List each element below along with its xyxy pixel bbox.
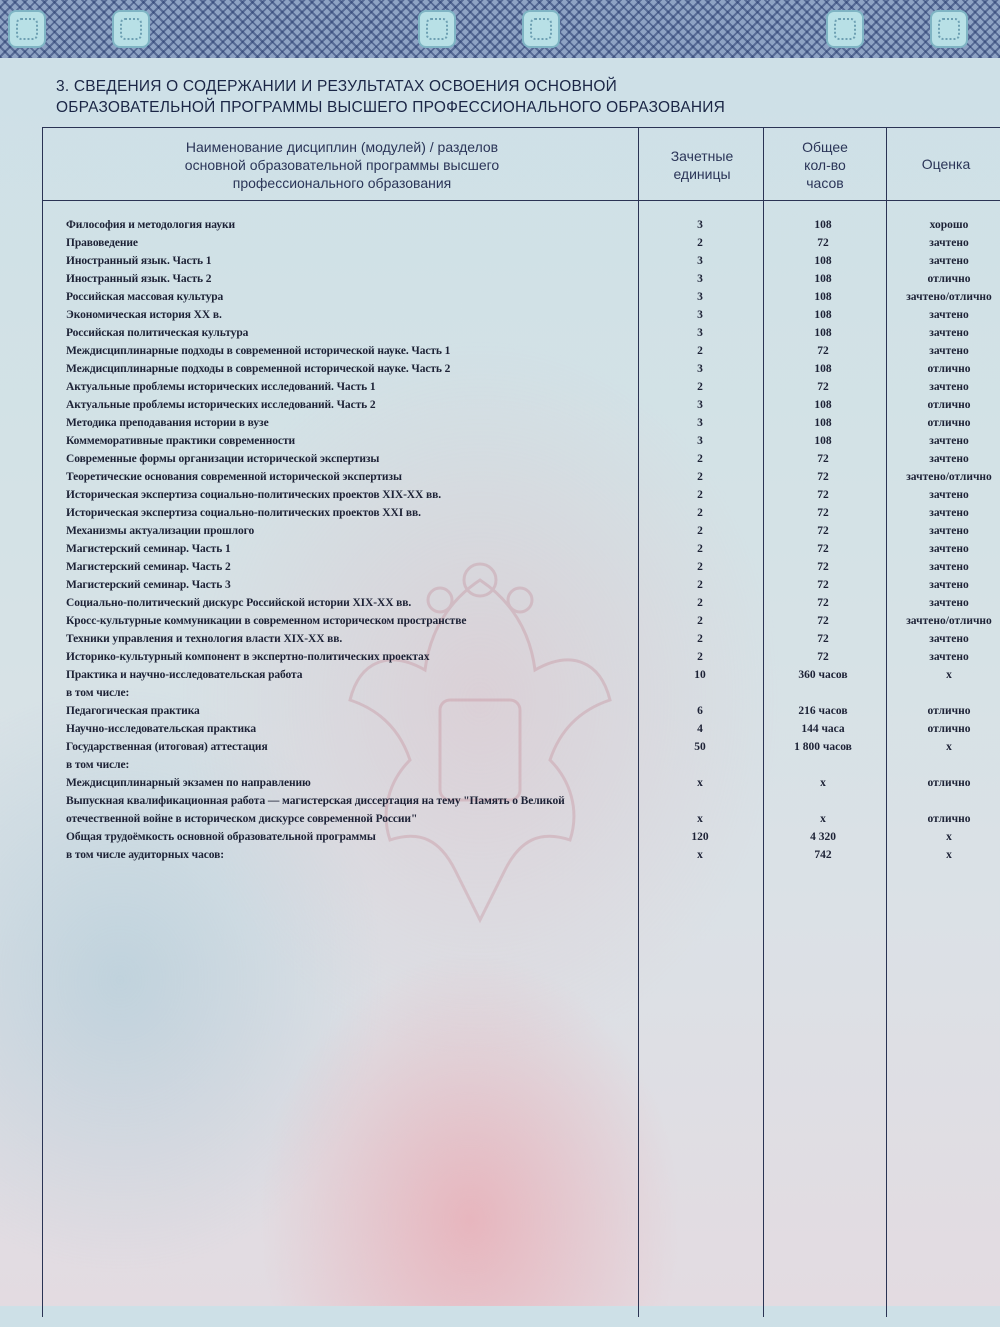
row-hours: 72: [817, 381, 829, 393]
row-hours: 72: [817, 615, 829, 627]
row-credits: 3: [697, 291, 703, 303]
row-hours: 72: [817, 489, 829, 501]
table-row: [0, 756, 1000, 774]
row-hours: 4 320: [810, 831, 836, 843]
row-hours: 1 800 часов: [794, 741, 852, 753]
row-grade: зачтено/отлично: [906, 615, 992, 627]
table-row: [0, 288, 1000, 306]
row-grade: х: [946, 849, 952, 861]
row-credits: 2: [697, 507, 703, 519]
row-name: в том числе аудиторных часов:: [66, 849, 224, 861]
table-row: [0, 414, 1000, 432]
row-name: Междисциплинарный экзамен по направлению: [66, 777, 311, 789]
hologram-seal-icon: [826, 10, 864, 48]
hologram-seal-icon: [522, 10, 560, 48]
table-row-total: [0, 846, 1000, 864]
table-row: [0, 432, 1000, 450]
row-credits: 2: [697, 489, 703, 501]
row-grade: отлично: [927, 399, 971, 411]
row-grade: зачтено: [929, 345, 969, 357]
row-grade: зачтено: [929, 453, 969, 465]
decorative-top-band: [0, 0, 1000, 58]
row-credits: 2: [697, 597, 703, 609]
column-header-credits-line: Зачетные: [670, 148, 734, 164]
row-credits: 2: [697, 525, 703, 537]
row-hours: 108: [814, 435, 832, 447]
row-hours: х: [820, 777, 826, 789]
row-hours: 108: [814, 417, 832, 429]
table-row: [0, 720, 1000, 738]
row-credits: 3: [697, 327, 703, 339]
row-name: Историко-культурный компонент в экспертно-политических проектах: [66, 651, 430, 663]
row-hours: 108: [814, 273, 832, 285]
row-name: Педагогическая практика: [66, 705, 200, 717]
table-row: [0, 612, 1000, 630]
row-grade: зачтено: [929, 597, 969, 609]
row-grade: зачтено: [929, 327, 969, 339]
table-row: [0, 594, 1000, 612]
row-credits: 3: [697, 255, 703, 267]
row-grade: зачтено: [929, 507, 969, 519]
heading-line-2: ОБРАЗОВАТЕЛЬНОЙ ПРОГРАММЫ ВЫСШЕГО ПРОФЕССИОНАЛЬНОГО ОБРАЗОВАНИЯ: [56, 99, 725, 116]
row-hours: 72: [817, 453, 829, 465]
row-grade: отлично: [927, 813, 971, 825]
row-grade: отлично: [927, 417, 971, 429]
row-name: Актуальные проблемы исторических исследований. Часть 1: [66, 381, 376, 393]
row-grade: зачтено: [929, 651, 969, 663]
row-hours: 72: [817, 561, 829, 573]
row-name: Теоретические основания современной исторической экспертизы: [66, 471, 402, 483]
row-grade: х: [946, 741, 952, 753]
row-grade: зачтено: [929, 381, 969, 393]
row-hours: 360 часов: [798, 669, 848, 681]
table-row: [0, 342, 1000, 360]
table-row: [0, 702, 1000, 720]
table-top-border: [42, 127, 1000, 128]
row-hours: 72: [817, 237, 829, 249]
table-row: [0, 540, 1000, 558]
table-row-thesis: [0, 792, 1000, 828]
column-header-credits: [640, 147, 764, 183]
row-hours: 72: [817, 597, 829, 609]
row-grade: зачтено: [929, 435, 969, 447]
row-grade: зачтено: [929, 579, 969, 591]
row-credits: 10: [694, 669, 706, 681]
table-row: [0, 576, 1000, 594]
row-hours: 72: [817, 633, 829, 645]
row-grade: зачтено: [929, 255, 969, 267]
row-name: Междисциплинарные подходы в современной исторической науке. Часть 2: [66, 363, 451, 375]
thesis-title-line: Выпускная квалификационная работа — магистерская диссертация на тему "Память о Великой: [66, 795, 565, 807]
row-name: Историческая экспертиза социально-политических проектов XIX-XX вв.: [66, 489, 441, 501]
table-row: [0, 774, 1000, 792]
row-grade: зачтено: [929, 489, 969, 501]
row-name: Социально-политический дискурс Российской истории XIX-XX вв.: [66, 597, 412, 609]
thesis-title-line: отечественной войне в историческом дискурсе современной России": [66, 813, 418, 825]
row-grade: зачтено: [929, 525, 969, 537]
table-row: [0, 486, 1000, 504]
row-grade: зачтено/отлично: [906, 471, 992, 483]
row-hours: 108: [814, 255, 832, 267]
row-credits: 2: [697, 381, 703, 393]
row-grade: зачтено: [929, 543, 969, 555]
column-header-hours-line: часов: [806, 175, 844, 191]
row-grade: зачтено: [929, 237, 969, 249]
row-grade: отлично: [927, 777, 971, 789]
column-header-name-line: профессионального образования: [232, 175, 452, 191]
table-row: [0, 324, 1000, 342]
row-name: Механизмы актуализации прошлого: [66, 525, 255, 537]
table-row: [0, 558, 1000, 576]
row-credits: 2: [697, 543, 703, 555]
row-name: Правоведение: [66, 237, 138, 249]
row-hours: 144 часа: [801, 723, 845, 735]
row-name: Магистерский семинар. Часть 3: [66, 579, 231, 591]
row-name: в том числе:: [66, 759, 130, 771]
row-credits: 6: [697, 705, 703, 717]
row-hours: 72: [817, 525, 829, 537]
table-row: [0, 234, 1000, 252]
row-name: Современные формы организации исторической экспертизы: [66, 453, 380, 465]
row-grade: зачтено: [929, 561, 969, 573]
row-grade: хорошо: [929, 219, 969, 231]
row-name: Российская политическая культура: [66, 327, 249, 339]
column-header-hours-line: кол-во: [804, 157, 846, 173]
row-hours: 72: [817, 651, 829, 663]
row-credits: 3: [697, 273, 703, 285]
row-grade: отлично: [927, 723, 971, 735]
row-hours: 742: [814, 849, 832, 861]
table-row-total: [0, 828, 1000, 846]
row-credits: 50: [694, 741, 706, 753]
row-credits: 3: [697, 363, 703, 375]
table-row: [0, 270, 1000, 288]
hologram-seal-icon: [930, 10, 968, 48]
row-grade: х: [946, 669, 952, 681]
table-row: [0, 360, 1000, 378]
row-credits: х: [697, 813, 703, 825]
table-row: [0, 522, 1000, 540]
row-grade: отлично: [927, 363, 971, 375]
document-heading: [56, 76, 956, 118]
row-name: Коммеморативные практики современности: [66, 435, 296, 447]
table-row: [0, 252, 1000, 270]
hologram-seal-icon: [8, 10, 46, 48]
row-grade: зачтено: [929, 309, 969, 321]
table-row: [0, 450, 1000, 468]
table-row: [0, 504, 1000, 522]
row-name: Общая трудоёмкость основной образовательной программы: [66, 831, 376, 843]
row-name: Историческая экспертиза социально-политических проектов XXI вв.: [66, 507, 421, 519]
row-name: Практика и научно-исследовательская работа: [66, 669, 303, 681]
table-row: [0, 396, 1000, 414]
column-header-name: [44, 138, 640, 192]
row-credits: 2: [697, 633, 703, 645]
row-credits: 2: [697, 453, 703, 465]
row-hours: 72: [817, 345, 829, 357]
column-header-hours-line: Общее: [802, 139, 848, 155]
row-hours: 216 часов: [798, 705, 848, 717]
row-hours: 72: [817, 471, 829, 483]
row-hours: 108: [814, 219, 832, 231]
row-credits: 4: [697, 723, 703, 735]
row-hours: 72: [817, 579, 829, 591]
row-grade: зачтено/отлично: [906, 291, 992, 303]
row-credits: 2: [697, 579, 703, 591]
row-credits: 3: [697, 309, 703, 321]
row-credits: х: [697, 777, 703, 789]
row-credits: 2: [697, 345, 703, 357]
row-name: Экономическая история XX в.: [66, 309, 222, 321]
row-name: Техники управления и технология власти XIX-XX вв.: [66, 633, 343, 645]
row-credits: 2: [697, 615, 703, 627]
row-name: Российская массовая культура: [66, 291, 224, 303]
row-credits: 3: [697, 399, 703, 411]
table-header-divider: [42, 200, 1000, 201]
row-credits: 3: [697, 417, 703, 429]
row-credits: 3: [697, 219, 703, 231]
row-name: Иностранный язык. Часть 1: [66, 255, 212, 267]
column-header-grade: Оценка: [921, 156, 971, 172]
column-header-credits-line: единицы: [673, 166, 731, 182]
row-name: Философия и методология науки: [66, 219, 236, 231]
row-name: Междисциплинарные подходы в современной исторической науке. Часть 1: [66, 345, 451, 357]
row-credits: 2: [697, 561, 703, 573]
row-grade: отлично: [927, 273, 971, 285]
row-hours: 72: [817, 507, 829, 519]
table-row: [0, 666, 1000, 684]
row-credits: 2: [697, 237, 703, 249]
table-row: [0, 738, 1000, 756]
table-row: [0, 378, 1000, 396]
hologram-seal-icon: [112, 10, 150, 48]
row-credits: 120: [691, 831, 709, 843]
table-row: [0, 648, 1000, 666]
table-row: [0, 216, 1000, 234]
row-name: Кросс-культурные коммуникации в современном историческом пространстве: [66, 615, 467, 627]
table-row: [0, 468, 1000, 486]
row-name: Методика преподавания истории в вузе: [66, 417, 269, 429]
row-name: Магистерский семинар. Часть 2: [66, 561, 231, 573]
row-hours: 108: [814, 363, 832, 375]
row-credits: 3: [697, 435, 703, 447]
row-name: Научно-исследовательская практика: [66, 723, 256, 735]
row-grade: отлично: [927, 705, 971, 717]
row-credits: 2: [697, 651, 703, 663]
row-name: в том числе:: [66, 687, 130, 699]
row-name: Магистерский семинар. Часть 1: [66, 543, 231, 555]
row-grade: х: [946, 831, 952, 843]
row-hours: х: [820, 813, 826, 825]
table-row: [0, 684, 1000, 702]
column-header-name-line: основной образовательной программы высшего: [184, 157, 500, 173]
column-header-name-line: Наименование дисциплин (модулей) / разделов: [185, 139, 499, 155]
table-row: [0, 306, 1000, 324]
row-grade: зачтено: [929, 633, 969, 645]
row-credits: х: [697, 849, 703, 861]
hologram-seal-icon: [418, 10, 456, 48]
table-row: [0, 630, 1000, 648]
row-hours: 108: [814, 399, 832, 411]
row-name: Государственная (итоговая) аттестация: [66, 741, 268, 753]
row-hours: 108: [814, 309, 832, 321]
row-hours: 108: [814, 327, 832, 339]
heading-line-1: 3. СВЕДЕНИЯ О СОДЕРЖАНИИ И РЕЗУЛЬТАТАХ ОСВОЕНИЯ ОСНОВНОЙ: [56, 78, 617, 95]
column-header-hours: [764, 138, 886, 192]
row-hours: 72: [817, 543, 829, 555]
row-credits: 2: [697, 471, 703, 483]
row-name: Актуальные проблемы исторических исследований. Часть 2: [66, 399, 376, 411]
row-hours: 108: [814, 291, 832, 303]
row-name: Иностранный язык. Часть 2: [66, 273, 212, 285]
